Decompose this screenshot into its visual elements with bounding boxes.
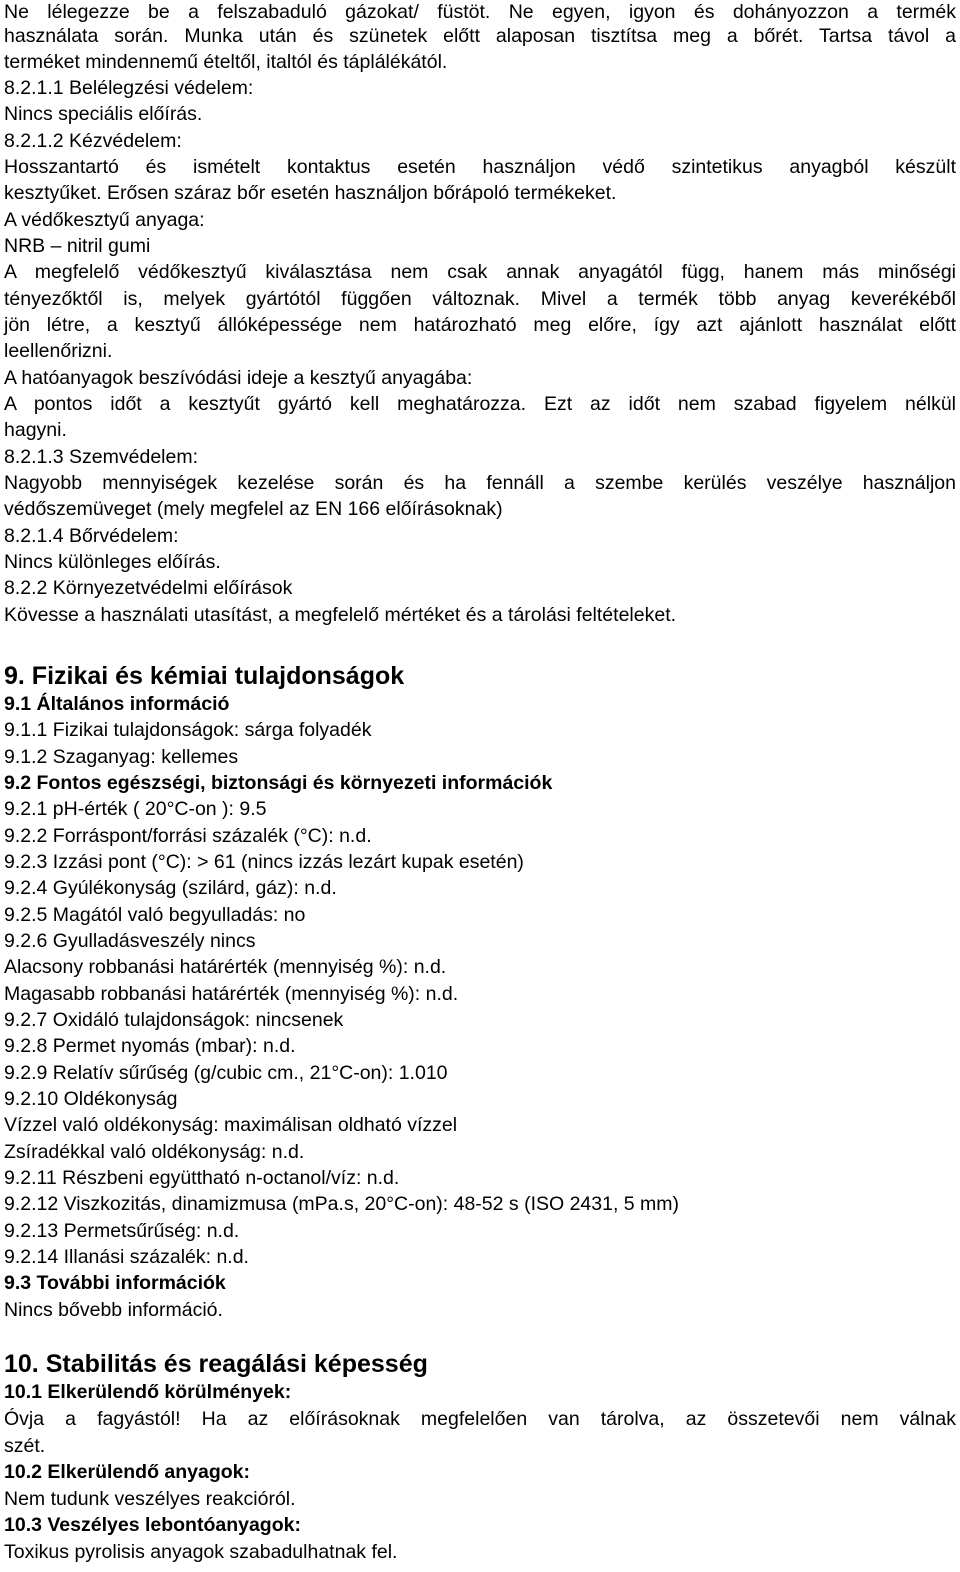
text-line: 9.2.13 Permetsűrűség: n.d. bbox=[4, 1220, 240, 1242]
section-heading-9: 9. Fizikai és kémiai tulajdonságok bbox=[4, 662, 405, 690]
text-line: 9.2.6 Gyulladásveszély nincs bbox=[4, 930, 256, 952]
text-line: Vízzel való oldékonyság: maximálisan oldható vízzel bbox=[4, 1114, 458, 1136]
text-line: Nincs különleges előírás. bbox=[4, 551, 221, 573]
text-line: terméket mindennemű ételtől, italtól és táplálékától. bbox=[4, 51, 448, 73]
text-line: A védőkesztyű anyaga: bbox=[4, 209, 205, 231]
subsection-heading-10-3: 10.3 Veszélyes lebontóanyagok: bbox=[4, 1514, 301, 1536]
text-line: leellenőrizni. bbox=[4, 340, 113, 362]
subsection-heading: 8.2.1.1 Belélegzési védelem: bbox=[4, 77, 254, 99]
text-line: 9.2.4 Gyúlékonyság (szilárd, gáz): n.d. bbox=[4, 877, 337, 899]
text-line: kesztyűket. Erősen száraz bőr esetén használjon bőrápoló termékeket. bbox=[4, 182, 617, 204]
text-line: Óvja a fagyástól! Ha az előírásoknak megfelelően van tárolva, az összetevői nem válnak bbox=[4, 1408, 956, 1430]
text-line: Nem tudunk veszélyes reakcióról. bbox=[4, 1488, 296, 1510]
text-line: Hosszantartó és ismételt kontaktus esetén használjon védő szintetikus anyagból készült bbox=[4, 156, 956, 178]
text-line: A megfelelő védőkesztyű kiválasztása nem csak annak anyagától függ, hanem más minőségi bbox=[4, 261, 956, 283]
text-line: Kövesse a használati utasítást, a megfelelő mértéket és a tárolási feltételeket. bbox=[4, 604, 677, 626]
text-line: használata során. Munka után és szünetek előtt alaposan tisztítsa meg a bőrét. Tartsa távol a bbox=[4, 25, 956, 47]
text-line: Nagyobb mennyiségek kezelése során és ha fennáll a szembe kerülés veszélye használjon bbox=[4, 472, 956, 494]
text-line: 9.2.7 Oxidáló tulajdonságok: nincsenek bbox=[4, 1009, 344, 1031]
text-line: 9.2.12 Viszkozitás, dinamizmusa (mPa.s, 20°C-on): 48-52 s (ISO 2431, 5 mm) bbox=[4, 1193, 680, 1215]
text-line: Magasabb robbanási határérték (mennyiség %): n.d. bbox=[4, 983, 459, 1005]
text-line: A hatóanyagok beszívódási ideje a kesztyű anyagába: bbox=[4, 367, 473, 389]
text-line: Toxikus pyrolisis anyagok szabadulhatnak fel. bbox=[4, 1541, 398, 1563]
text-line: 9.2.2 Forráspont/forrási százalék (°C): n.d. bbox=[4, 825, 372, 847]
subsection-heading: 8.2.1.4 Bőrvédelem: bbox=[4, 525, 179, 547]
text-line: szét. bbox=[4, 1435, 46, 1457]
text-line: Nincs speciális előírás. bbox=[4, 103, 203, 125]
text-line: NRB – nitril gumi bbox=[4, 235, 151, 257]
text-line: 9.1.1 Fizikai tulajdonságok: sárga folyadék bbox=[4, 719, 372, 741]
text-line: 9.2.9 Relatív sűrűség (g/cubic cm., 21°C-on): 1.010 bbox=[4, 1062, 448, 1084]
text-line: Zsíradékkal való oldékonyság: n.d. bbox=[4, 1141, 305, 1163]
text-line: jön létre, a kesztyű állóképessége nem határozható meg előre, így azt ajánlott használat előtt bbox=[4, 314, 956, 336]
text-line: 9.1.2 Szaganyag: kellemes bbox=[4, 746, 239, 768]
text-line: 9.2.11 Részbeni együttható n-octanol/víz: n.d. bbox=[4, 1167, 400, 1189]
section-heading-10: 10. Stabilitás és reagálási képesség bbox=[4, 1350, 428, 1378]
text-line: 9.2.5 Magától való begyulladás: no bbox=[4, 904, 306, 926]
text-line: Alacsony robbanási határérték (mennyiség %): n.d. bbox=[4, 956, 447, 978]
subsection-heading: 8.2.2 Környezetvédelmi előírások bbox=[4, 577, 293, 599]
text-line: 9.2.1 pH-érték ( 20°C-on ): 9.5 bbox=[4, 798, 267, 820]
text-line: Ne lélegezze be a felszabaduló gázokat/ füstöt. Ne egyen, igyon és dohányozzon a termék bbox=[4, 1, 956, 23]
text-line: hagyni. bbox=[4, 419, 67, 441]
subsection-heading: 8.2.1.3 Szemvédelem: bbox=[4, 446, 199, 468]
text-line: 9.2.8 Permet nyomás (mbar): n.d. bbox=[4, 1035, 296, 1057]
subsection-heading-9-1: 9.1 Általános információ bbox=[4, 693, 230, 715]
text-line: A pontos időt a kesztyűt gyártó kell meghatározza. Ezt az időt nem szabad figyelem nélkül bbox=[4, 393, 956, 415]
text-line: Nincs bővebb információ. bbox=[4, 1299, 223, 1321]
text-line: 9.2.3 Izzási pont (°C): > 61 (nincs izzás lezárt kupak esetén) bbox=[4, 851, 524, 873]
text-line: tényezőktől is, melyek gyártótól függően változnak. Mivel a termék több anyag keverékéből bbox=[4, 288, 956, 310]
subsection-heading-10-1: 10.1 Elkerülendő körülmények: bbox=[4, 1381, 292, 1403]
subsection-heading-10-2: 10.2 Elkerülendő anyagok: bbox=[4, 1461, 251, 1483]
subsection-heading-9-2: 9.2 Fontos egészségi, biztonsági és környezeti információk bbox=[4, 772, 553, 794]
text-line: védőszemüveget (mely megfelel az EN 166 előírásoknak) bbox=[4, 498, 503, 520]
text-line: 9.2.10 Oldékonyság bbox=[4, 1088, 178, 1110]
text-line: 9.2.14 Illanási százalék: n.d. bbox=[4, 1246, 249, 1268]
subsection-heading: 8.2.1.2 Kézvédelem: bbox=[4, 130, 182, 152]
subsection-heading-9-3: 9.3 További információk bbox=[4, 1272, 226, 1294]
